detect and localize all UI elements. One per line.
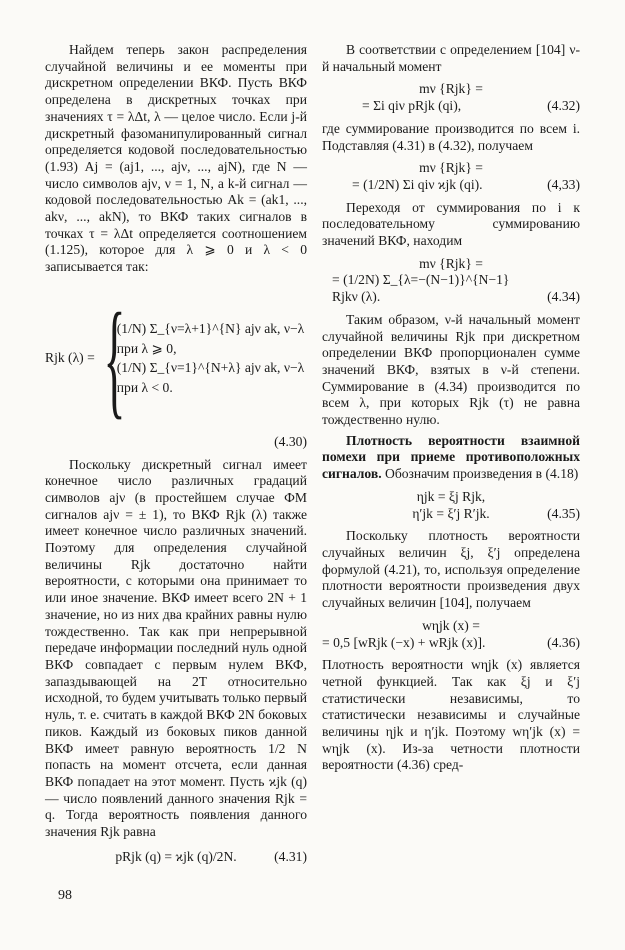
equation-4-34 <box>322 256 580 306</box>
eq-430-case-2: (1/N) Σ_{ν=1}^{N+λ} ajν ak, ν−λ <box>116 360 305 376</box>
eq-433-line-2: = (1/2N) Σi qiν ϰjk (qi). <box>352 176 483 192</box>
eq-435-number: (4.35) <box>547 505 580 521</box>
eq-430-case-1: (1/N) Σ_{ν=λ+1}^{N} ajν ak, ν−λ <box>116 320 305 336</box>
eq-430-cond-1: при λ ⩾ 0, <box>116 340 177 356</box>
left-paragraph-2: Поскольку дискретный сигнал имеет конечное число различных градаций символов ajν (в простейшем случае ФМ сигналов ajν = ± 1), то ВКФ Rjk (λ) также имеет конечное число различных значений. Поэтому для определения случайной величины Rjk достаточно найти вероятности, с которыми она принимает то или иное значение. ВКФ имеет всего 2N + 1 значение, но из них два крайних равны нулю тождественно. Так как при непрерывной передаче информации последний нуль одной ВКФ совпадает с первым нулем ВКФ, запаздывающей на 2T относительно исходной, то будем учитывать только первый нуль, т. е. считать в каждой ВКФ 2N боковых пиков. Каждый из боковых пиков данной ВКФ имеет равную вероятность 1/2 N попасть на момент отсчета, если данная ВКФ попадает на этот момент. Пусть ϰjk (q) — число появлений данного значения Rjk = q. Тогда вероятность появления данного значения Rjk равна <box>45 456 307 840</box>
eq-430-cond-2: при λ < 0. <box>116 380 173 396</box>
eq-430-lhs: Rjk (λ) = <box>45 350 95 366</box>
eq-432-number: (4.32) <box>547 98 580 114</box>
eq-434-line-2: = (1/2N) Σ_{λ=−(N−1)}^{N−1} Rjkν (λ). <box>332 272 510 305</box>
eq-432-line-2: = Σi qiν pRjk (qi), <box>362 98 462 114</box>
eq-435-line-2: η′jk = ξ′j R′jk. <box>412 505 490 521</box>
equation-4-32 <box>322 81 580 114</box>
eq-436-line-1: wηjk (x) = <box>422 617 480 633</box>
section-heading: Плотность вероятности взаимной помехи при приеме противоположных сигналов. <box>322 432 580 482</box>
right-paragraph-4: Таким образом, ν-й начальный момент случайной величины Rjk при дискретном определении ВКФ пропорционален сумме значений ВКФ, взятых в ν-й степени. Суммирование в (4.34) производится по всем λ, при которых Rjk (τ) не равна тождественно нулю. <box>322 311 580 428</box>
right-paragraph-7: Плотность вероятности wηjk (x) является четной функцией. Так как ξj и ξ′j статистически независимы, то статистически независимы и случайные величины ηjk и η′jk. Поэтому wη′jk (x) = wηjk (x). Из-за четности плотности вероятности (4.36) сред- <box>322 657 580 773</box>
brace-icon: { <box>103 286 126 431</box>
eq-434-line-1: mν {Rjk} = <box>419 255 483 271</box>
eq-433-line-1: mν {Rjk} = <box>419 160 483 176</box>
eq-430-number: (4.30) <box>274 433 307 449</box>
right-paragraph-1: В соответствии с определением [104] ν-й начальный момент <box>322 42 580 74</box>
right-paragraph-2: где суммирование производится по всем i. Подставляя (4.31) в (4.32), получаем <box>322 120 580 153</box>
eq-436-number: (4.36) <box>547 634 580 650</box>
equation-4-30 <box>45 284 307 451</box>
equation-4-33 <box>322 160 580 193</box>
eq-436-line-2: = 0,5 [wRjk (−x) + wRjk (x)]. <box>322 634 486 650</box>
eq-431-number: (4.31) <box>274 848 307 864</box>
right-column <box>322 42 580 774</box>
equation-4-36 <box>322 618 580 651</box>
right-paragraph-5 <box>322 433 580 483</box>
equation-4-35 <box>322 489 580 522</box>
left-paragraph-1: Найдем теперь закон распределения случайной величины и ее моменты при дискретном определении ВКФ. Пусть ВКФ определена в дискретных точках при значениях τ = λΔt, λ — целое число. Если j-й дискретный фазоманипулированный сигнал определяется кодовой последовательностью (1.93) Aj = (aj1, ..., ajν, ..., ajN), где N — число символов ajν, ν = 1, N, а k-й сигнал — кодовой последовательностью Ak = (ak1, ..., akν, ..., akN), то ВКФ таких сигналов в точках τ = λΔt определяется соотношением (1.125), которое для λ ⩾ 0 и λ < 0 записывается так: <box>45 42 307 275</box>
right-paragraph-3: Переходя от суммирования по i к последовательному суммированию значений ВКФ, находим <box>322 199 580 249</box>
eq-434-number: (4.34) <box>547 289 580 305</box>
right-paragraph-5-rest: Обозначим произведения в (4.18) <box>381 466 579 482</box>
equation-4-31 <box>45 849 307 866</box>
right-paragraph-6: Поскольку плотность вероятности случайных величин ξj, ξ′j определена формулой (4.21), то, используя определение плотности вероятности произведения двух случайных величин [104], получаем <box>322 528 580 611</box>
eq-435-line-1: ηjk = ξj Rjk, <box>416 488 486 504</box>
left-column <box>45 42 307 871</box>
page-number: 98 <box>58 888 72 903</box>
eq-433-number: (4,33) <box>547 176 580 192</box>
eq-431-body: pRjk (q) = ϰjk (q)/2N. <box>115 848 237 864</box>
eq-432-line-1: mν {Rjk} = <box>419 81 483 97</box>
